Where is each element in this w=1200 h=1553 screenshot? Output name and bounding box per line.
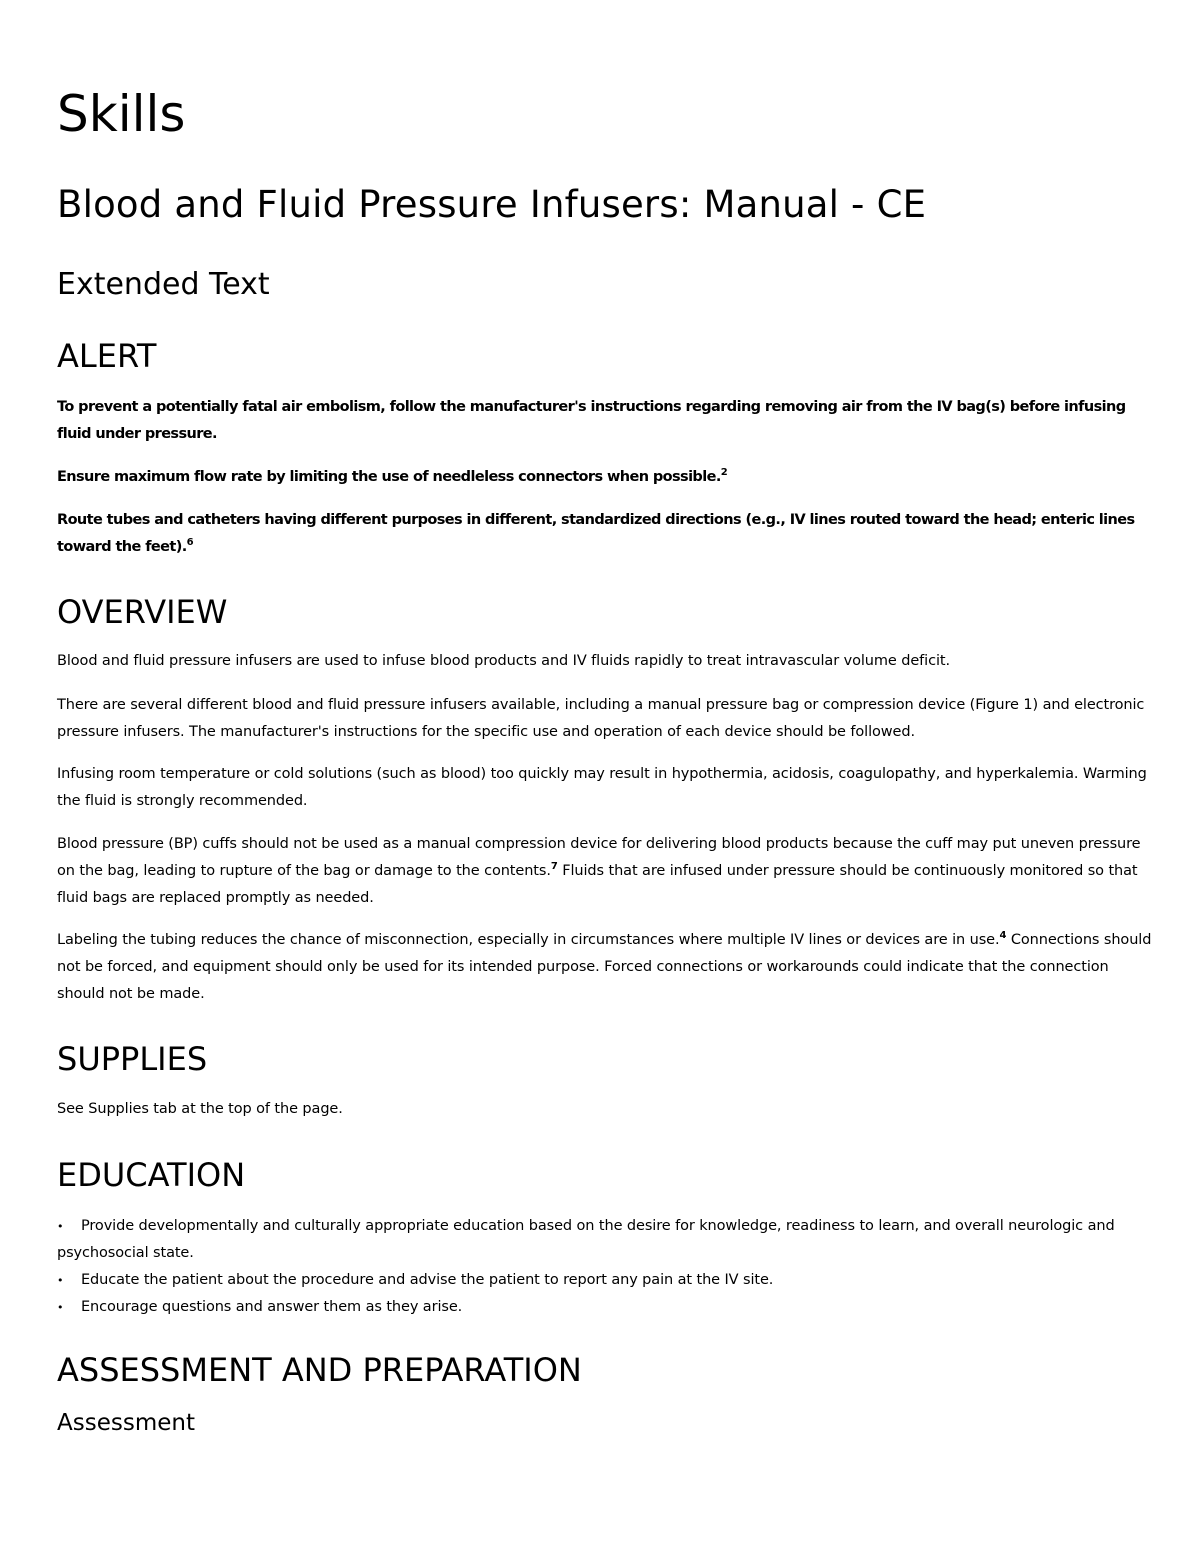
bullet-icon: •: [57, 1301, 64, 1314]
reference-marker[interactable]: 6: [186, 537, 193, 549]
reference-marker[interactable]: 4: [999, 930, 1007, 942]
assessment-subheading: Assessment: [57, 1410, 195, 1436]
list-item: • Provide developmentally and culturally appropriate education based on the desire for knowledge, readiness to learn, and overall neurologic and psychosocial state.: [57, 1213, 1152, 1267]
list-item: • Educate the patient about the procedure and advise the patient to report any pain at the IV site.: [57, 1267, 1152, 1294]
bullet-icon: •: [57, 1274, 64, 1287]
alert-heading: ALERT: [57, 337, 157, 375]
reference-marker[interactable]: 7: [550, 861, 558, 873]
overview-paragraph: Blood pressure (BP) cuffs should not be used as a manual compression device for delivering blood products because the cuff may put uneven pressure on the bag, leading to rupture of the bag or damage to the contents.$^7$ Fluids that are infused under pressure should be continuously monitored so that fluid bags are replaced promptly as needed.: [57, 836, 1141, 906]
category-heading: Skills: [57, 85, 186, 143]
bullet-icon: •: [57, 1220, 64, 1233]
alert-item: Ensure maximum flow rate by limiting the use of needleless connectors when possible.$^2$: [57, 467, 728, 485]
overview-paragraph: Labeling the tubing reduces the chance of misconnection, especially in circumstances where multiple IV lines or devices are in use.$^4$ Connections should not be forced, and equipment should only be used for its intended purpose. Forced connections or workarounds could indicate that the connection should not be made.: [57, 930, 1152, 1002]
overview-paragraph: Infusing room temperature or cold solutions (such as blood) too quickly may result in hypothermia, acidosis, coagulopathy, and hyperkalemia. Warming the fluid is strongly recommended.: [57, 766, 1147, 809]
supplies-heading: SUPPLIES: [57, 1040, 208, 1078]
subtitle-heading: Extended Text: [57, 267, 270, 302]
supplies-text: See Supplies tab at the top of the page.: [57, 1101, 343, 1117]
reference-marker[interactable]: 2: [720, 467, 728, 479]
overview-paragraph: There are several different blood and fluid pressure infusers available, including a manual pressure bag or compression device (Figure 1) and electronic pressure infusers. The manufacturer's instructions for the specific use and operation of each device should be followed.: [57, 697, 1145, 740]
assessment-heading: ASSESSMENT AND PREPARATION: [57, 1351, 582, 1389]
page-title: Blood and Fluid Pressure Infusers: Manual - CE: [57, 183, 927, 226]
alert-item: To prevent a potentially fatal air embolism, follow the manufacturer's instructions regarding removing air from the IV bag(s) before infusing fluid under pressure.: [57, 399, 1126, 442]
education-heading: EDUCATION: [57, 1156, 246, 1194]
alert-item: Route tubes and catheters having different purposes in different, standardized directions (e.g., IV lines routed toward the head; enteric lines toward the feet).$^6$: [57, 512, 1135, 555]
list-item: • Encourage questions and answer them as they arise.: [57, 1294, 1152, 1321]
overview-paragraph: Blood and fluid pressure infusers are used to infuse blood products and IV fluids rapidly to treat intravascular volume deficit.: [57, 653, 950, 669]
education-list: [57, 1213, 1152, 1321]
overview-heading: OVERVIEW: [57, 593, 228, 631]
